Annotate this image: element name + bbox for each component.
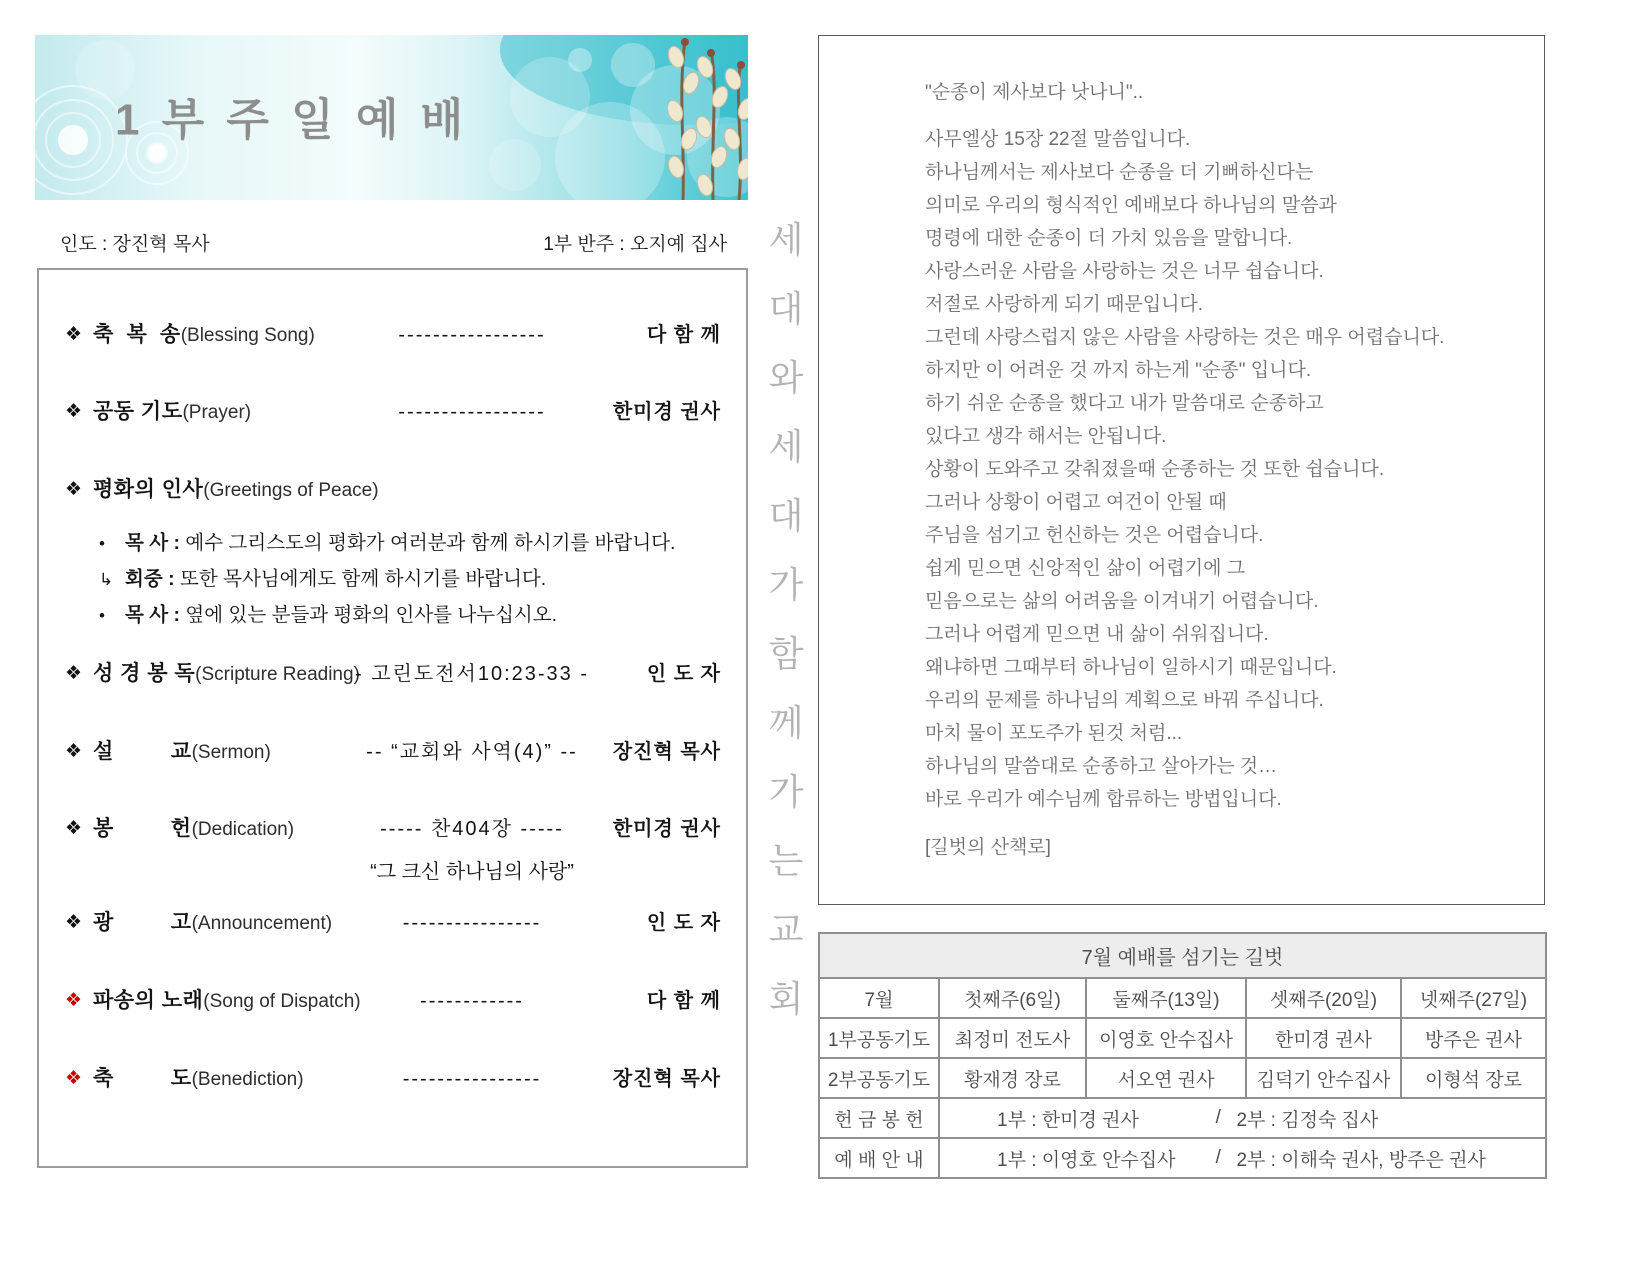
service-title: 축 도(Benediction) — [93, 1067, 304, 1090]
service-item-2 — [65, 398, 721, 426]
meditation-line: 그런데 사랑스럽지 않은 사람을 사랑하는 것은 매우 어렵습니다. — [925, 327, 1445, 348]
table-merged-cell — [939, 1098, 1546, 1138]
service-person: 인 도 자 — [646, 912, 721, 934]
schedule-table — [818, 932, 1547, 1179]
diamond-icon: ❖ — [65, 1068, 83, 1089]
motto-char: 세 — [768, 426, 804, 467]
table-cell: 한미경 권사 — [1246, 1018, 1401, 1058]
meditation-line: 그러나 어렵게 믿으면 내 삶이 쉬워집니다. — [925, 624, 1269, 645]
service-person: 장진혁 목사 — [612, 1068, 721, 1090]
motto-char: 는 — [768, 840, 804, 881]
service-person: 다 함 께 — [646, 324, 721, 346]
diamond-icon: ❖ — [65, 663, 83, 684]
banner — [35, 35, 748, 200]
service-subline: • 목 사 : 예수 그리스도의 평화가 여러분과 함께 하시기를 바랍니다. — [99, 530, 675, 556]
service-item-3 — [65, 476, 721, 504]
motto-char: 와 — [768, 357, 804, 398]
meditation-line: 주님을 섬기고 헌신하는 것은 어렵습니다. — [925, 525, 1264, 546]
service-detail: ---------------- — [402, 1068, 542, 1090]
table-cell: 서오연 권사 — [1086, 1058, 1246, 1098]
bullet-icon: • — [99, 606, 105, 625]
diamond-icon: ❖ — [65, 401, 83, 422]
motto-char: 가 — [768, 564, 804, 605]
service-item-4 — [65, 660, 721, 688]
service-item-6 — [65, 815, 721, 843]
table-cell: 최정미 전도사 — [939, 1018, 1086, 1058]
motto-char: 대 — [768, 495, 804, 536]
motto-char: 함 — [768, 633, 804, 674]
meditation-line: 의미로 우리의 형식적인 예배보다 하나님의 말씀과 — [925, 195, 1337, 216]
table-cell: 이형석 장로 — [1401, 1058, 1546, 1098]
page-title: 1 부 주 일 예 배 — [114, 94, 469, 144]
table-part1: 1부 : 이영호 안수집사 — [997, 1149, 1176, 1171]
service-subline: ↳ 회중 : 또한 목사님에게도 함께 하시기를 바랍니다. — [99, 566, 546, 592]
service-item-7 — [65, 909, 721, 937]
service-person: 다 함 께 — [646, 990, 721, 1012]
bullet-icon: • — [99, 534, 105, 553]
table-cell: 7월 — [819, 978, 939, 1018]
service-detail: - 고린도전서10:23-33 - — [355, 663, 589, 685]
table-cell: 방주은 권사 — [1401, 1018, 1546, 1058]
diamond-icon: ❖ — [65, 324, 83, 345]
order-of-service-box — [37, 268, 748, 1168]
service-title: 설 교(Sermon) — [93, 740, 271, 763]
meditation-line: 마치 물이 포도주가 된것 처럼... — [925, 723, 1183, 744]
meditation-line: 있다고 생각 해서는 안됩니다. — [925, 426, 1167, 447]
service-title: 광 고(Announcement) — [93, 911, 333, 934]
meditation-line: 믿음으로는 삶의 어려움을 이겨내기 어렵습니다. — [925, 591, 1319, 612]
meditation-line: 저절로 사랑하게 되기 때문입니다. — [925, 294, 1204, 315]
motto-char: 세 — [768, 219, 804, 260]
service-title: 봉 헌(Dedication) — [93, 817, 295, 840]
service-item-5 — [65, 738, 721, 766]
meditation-line: 사무엘상 15장 22절 말씀입니다. — [925, 129, 1191, 150]
service-item-1 — [65, 321, 721, 349]
vertical-motto — [760, 219, 812, 1019]
meditation-source: [길벗의 산책로] — [925, 837, 1051, 858]
diamond-icon: ❖ — [65, 741, 83, 762]
diamond-icon: ❖ — [65, 912, 83, 933]
meditation-body — [925, 123, 1526, 816]
service-detail: ----------------- — [398, 401, 546, 423]
motto-char: 회 — [768, 978, 804, 1019]
service-detail: ---------------- — [402, 912, 542, 934]
service-detail: ----------------- — [398, 324, 546, 346]
service-detail: -- “교회와 사역(4)” -- — [366, 741, 578, 763]
meditation-line: 그러나 상황이 어렵고 여건이 안될 때 — [925, 492, 1227, 513]
motto-char: 교 — [768, 909, 804, 950]
leaders-line — [60, 229, 727, 256]
table-cell: 2부공동기도 — [819, 1058, 939, 1098]
table-cell: 셋째주(20일) — [1246, 978, 1401, 1018]
service-items — [65, 270, 721, 1166]
table-cell: 넷째주(27일) — [1401, 978, 1546, 1018]
diamond-icon: ❖ — [65, 479, 83, 500]
service-song-note: “그 크신 하나님의 사랑” — [370, 861, 574, 883]
meditation-line: 우리의 문제를 하나님의 계획으로 바꿔 주십니다. — [925, 690, 1324, 711]
service-title: 공동 기도(Prayer) — [93, 400, 252, 423]
table-cell: 둘째주(13일) — [1086, 978, 1246, 1018]
service-person: 인 도 자 — [646, 663, 721, 685]
diamond-icon: ❖ — [65, 818, 83, 839]
accompanist: 1부 반주 : 오지예 집사 — [543, 234, 727, 255]
service-title: 평화의 인사(Greetings of Peace) — [93, 478, 379, 501]
motto-char: 께 — [768, 702, 804, 743]
arrow-icon: ↳ — [99, 570, 114, 589]
service-title: 파송의 노래(Song of Dispatch) — [93, 989, 361, 1012]
table-title: 7월 예배를 섬기는 길벗 — [819, 933, 1546, 978]
motto-char: 대 — [768, 288, 804, 329]
service-title: 성 경 봉 독(Scripture Reading) — [93, 662, 360, 685]
meditation-line: 쉽게 믿으면 신앙적인 삶이 어렵기에 그 — [925, 558, 1246, 579]
service-item-8 — [65, 987, 721, 1015]
service-person: 한미경 권사 — [612, 818, 721, 840]
table-row — [819, 1018, 1546, 1058]
table-part1: 1부 : 한미경 권사 — [997, 1109, 1139, 1131]
table-part2: 2부 : 이해숙 권사, 방주은 권사 — [1236, 1149, 1486, 1171]
meditation-line: 하나님께서는 제사보다 순종을 더 기뻐하신다는 — [925, 162, 1314, 183]
meditation-box — [818, 35, 1545, 905]
service-detail: ------------ — [420, 990, 524, 1012]
table-row — [819, 978, 1546, 1018]
meditation-line: 하나님의 말씀대로 순종하고 살아가는 것… — [925, 756, 1278, 777]
service-subline: • 목 사 : 옆에 있는 분들과 평화의 인사를 나누십시오. — [99, 602, 557, 628]
meditation-line: 왜냐하면 그때부터 하나님이 일하시기 때문입니다. — [925, 657, 1337, 678]
table-row — [819, 1098, 1546, 1138]
meditation-line: 하지만 이 어려운 것 까지 하는게 "순종" 입니다. — [925, 360, 1312, 381]
meditation-quote: "순종이 제사보다 낫나니".. — [925, 82, 1144, 103]
table-cell: 이영호 안수집사 — [1086, 1018, 1246, 1058]
table-row-label: 예 배 안 내 — [819, 1138, 939, 1178]
meditation-line: 바로 우리가 예수님께 합류하는 방법입니다. — [925, 789, 1282, 810]
motto-char: 가 — [768, 771, 804, 812]
table-separator: / — [1215, 1147, 1221, 1168]
table-row — [819, 1058, 1546, 1098]
meditation-line: 명령에 대한 순종이 더 가치 있음을 말합니다. — [925, 228, 1293, 249]
meditation-line: 하기 쉬운 순종을 했다고 내가 말씀대로 순종하고 — [925, 393, 1324, 414]
service-person: 한미경 권사 — [612, 401, 721, 423]
table-cell: 황재경 장로 — [939, 1058, 1086, 1098]
service-item-9 — [65, 1065, 721, 1093]
table-row — [819, 1138, 1546, 1178]
meditation-line: 사랑스러운 사람을 사랑하는 것은 너무 쉽습니다. — [925, 261, 1324, 282]
service-person: 장진혁 목사 — [612, 741, 721, 763]
table-separator: / — [1215, 1107, 1221, 1128]
table-cell: 김덕기 안수집사 — [1246, 1058, 1401, 1098]
meditation-line: 상황이 도와주고 갖춰졌을때 순종하는 것 또한 쉽습니다. — [925, 459, 1385, 480]
worship-leader: 인도 : 장진혁 목사 — [60, 234, 210, 255]
diamond-icon: ❖ — [65, 990, 83, 1011]
table-row-label: 헌 금 봉 헌 — [819, 1098, 939, 1138]
table-cell: 1부공동기도 — [819, 1018, 939, 1058]
service-detail: ----- 찬404장 ----- — [380, 818, 564, 840]
table-cell: 첫째주(6일) — [939, 978, 1086, 1018]
service-title: 축 복 송(Blessing Song) — [93, 323, 315, 346]
table-part2: 2부 : 김정숙 집사 — [1236, 1109, 1379, 1131]
table-merged-cell — [939, 1138, 1546, 1178]
